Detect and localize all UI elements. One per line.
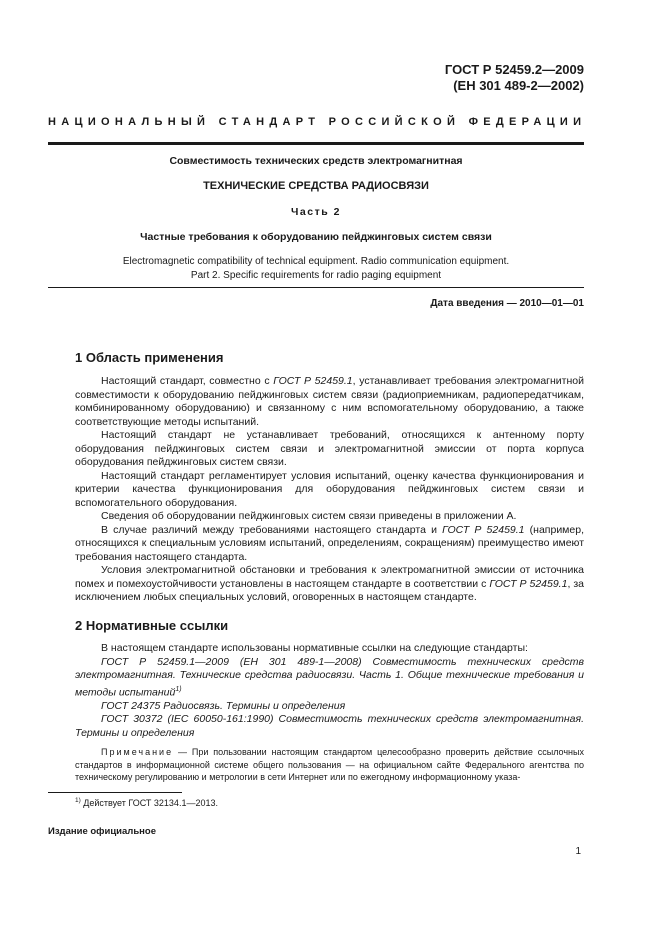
standard-designation — [445, 62, 584, 94]
note-paragraph — [75, 746, 584, 784]
official-edition-label: Издание официальное — [48, 826, 156, 837]
designation-en: (ЕН 301 489-2—2002) — [453, 78, 584, 93]
note-text: — При пользовании настоящим стандартом целесообразно проверить действие ссылочных стандартов в информационной системе общего пользования — на официальном сайте Федерального агентства по техническому регулированию и метрологии в сети Интернет или по ежегодному информационному указа- — [75, 747, 584, 782]
footnote — [75, 797, 218, 808]
text-span: (например, относящихся к специальным условиям испытаний, определениям, сокращениям) преимущество имеют требования настоящего стандарта. — [75, 523, 584, 563]
english-title-line1: Electromagnetic compatibility of technical equipment. Radio communication equipment. — [122, 256, 510, 267]
page-number: 1 — [575, 846, 581, 857]
section1-paragraph — [75, 524, 584, 565]
standard-ref: ГОСТ Р 52459.1 — [489, 577, 568, 590]
text-span: Настоящий стандарт, совместно с — [101, 375, 274, 387]
section1-heading: 1 Область применения — [75, 350, 224, 365]
reference-entry — [75, 656, 584, 700]
section1-paragraph: Настоящий стандарт не устанавливает требований, относящихся к антенному порту оборудования пейджинговых систем связи и электромагнитной эмиссии от порта корпуса оборудования пейджинговых систем связи. — [75, 429, 584, 468]
title-line2: ТЕХНИЧЕСКИЕ СРЕДСТВА РАДИОСВЯЗИ — [203, 180, 429, 192]
text-span: , устанавливает требования электромагнитной совместимости к оборудованию пейджинговых систем связи (радиоприемникам, радиопередатчикам, комбинированному оборудованию) и связанному с ним вспомогательному оборудованию, а также соответствующие методы испытаний. — [75, 375, 584, 428]
text-span: В случае различий между требованиями настоящего стандарта и — [101, 523, 443, 536]
standard-ref: ГОСТ Р 52459.1 — [273, 375, 353, 387]
section1-paragraph: Сведения об оборудовании пейджинговых систем связи приведены в приложении А. — [101, 510, 517, 522]
footnote-marker: 1) — [175, 685, 182, 693]
section2-body — [75, 642, 584, 784]
national-standard-banner: НАЦИОНАЛЬНЫЙ СТАНДАРТ РОССИЙСКОЙ ФЕДЕРАЦИИ — [48, 116, 587, 128]
section1-body — [75, 375, 584, 605]
standard-ref: ГОСТ Р 52459.1 — [442, 523, 525, 536]
title-line1: Совместимость технических средств электромагнитная — [169, 155, 463, 167]
text-span: , за исключением любых специальных условий, оговоренных в настоящем стандарте. — [75, 577, 584, 603]
section1-paragraph: Настоящий стандарт регламентирует условия испытаний, оценку качества функционирования и критерии качества функционирования для оборудования пейджинговых систем связи и вспомогательного оборудования. — [75, 469, 584, 509]
reference-entry: ГОСТ 30372 (IEC 60050-161:1990) Совместимость технических средств электромагнитная. Термины и определения — [75, 713, 584, 739]
footnote-mark: 1) — [75, 797, 81, 804]
designation-gost: ГОСТ Р 52459.2—2009 — [444, 62, 584, 77]
english-title-line2: Part 2. Specific requirements for radio paging equipment — [190, 270, 442, 281]
footnote-rule — [48, 792, 182, 793]
section2-heading: 2 Нормативные ссылки — [75, 618, 229, 633]
header-rule — [48, 142, 584, 145]
section1-paragraph — [75, 564, 584, 605]
text-span: Условия электромагнитной обстановки и требования к электромагнитной эмиссии от источника помех и помехоустойчивости установлены в настоящем стандарте в соответствии с — [75, 564, 584, 590]
reference-entry: ГОСТ 24375 Радиосвязь. Термины и определения — [101, 699, 346, 712]
section2-paragraph: В настоящем стандарте использованы нормативные ссылки на следующие стандарты: — [101, 642, 528, 654]
reference-text: ГОСТ Р 52459.1—2009 (ЕН 301 489-1—2008) Совместимость технических средств электромагнитная. Технические средства радиосвязи. Часть 1. Общие технические требования и методы испытаний — [75, 655, 584, 698]
title-subtitle: Частные требования к оборудованию пейджинговых систем связи — [140, 231, 492, 243]
note-label: Примечание — [101, 747, 174, 757]
footnote-text: Действует ГОСТ 32134.1—2013. — [80, 798, 218, 808]
section1-paragraph — [75, 375, 584, 429]
english-title — [48, 255, 584, 283]
introduction-date: Дата введения — 2010—01—01 — [430, 298, 584, 309]
title-part: Часть 2 — [291, 206, 341, 218]
title-rule — [48, 287, 584, 288]
